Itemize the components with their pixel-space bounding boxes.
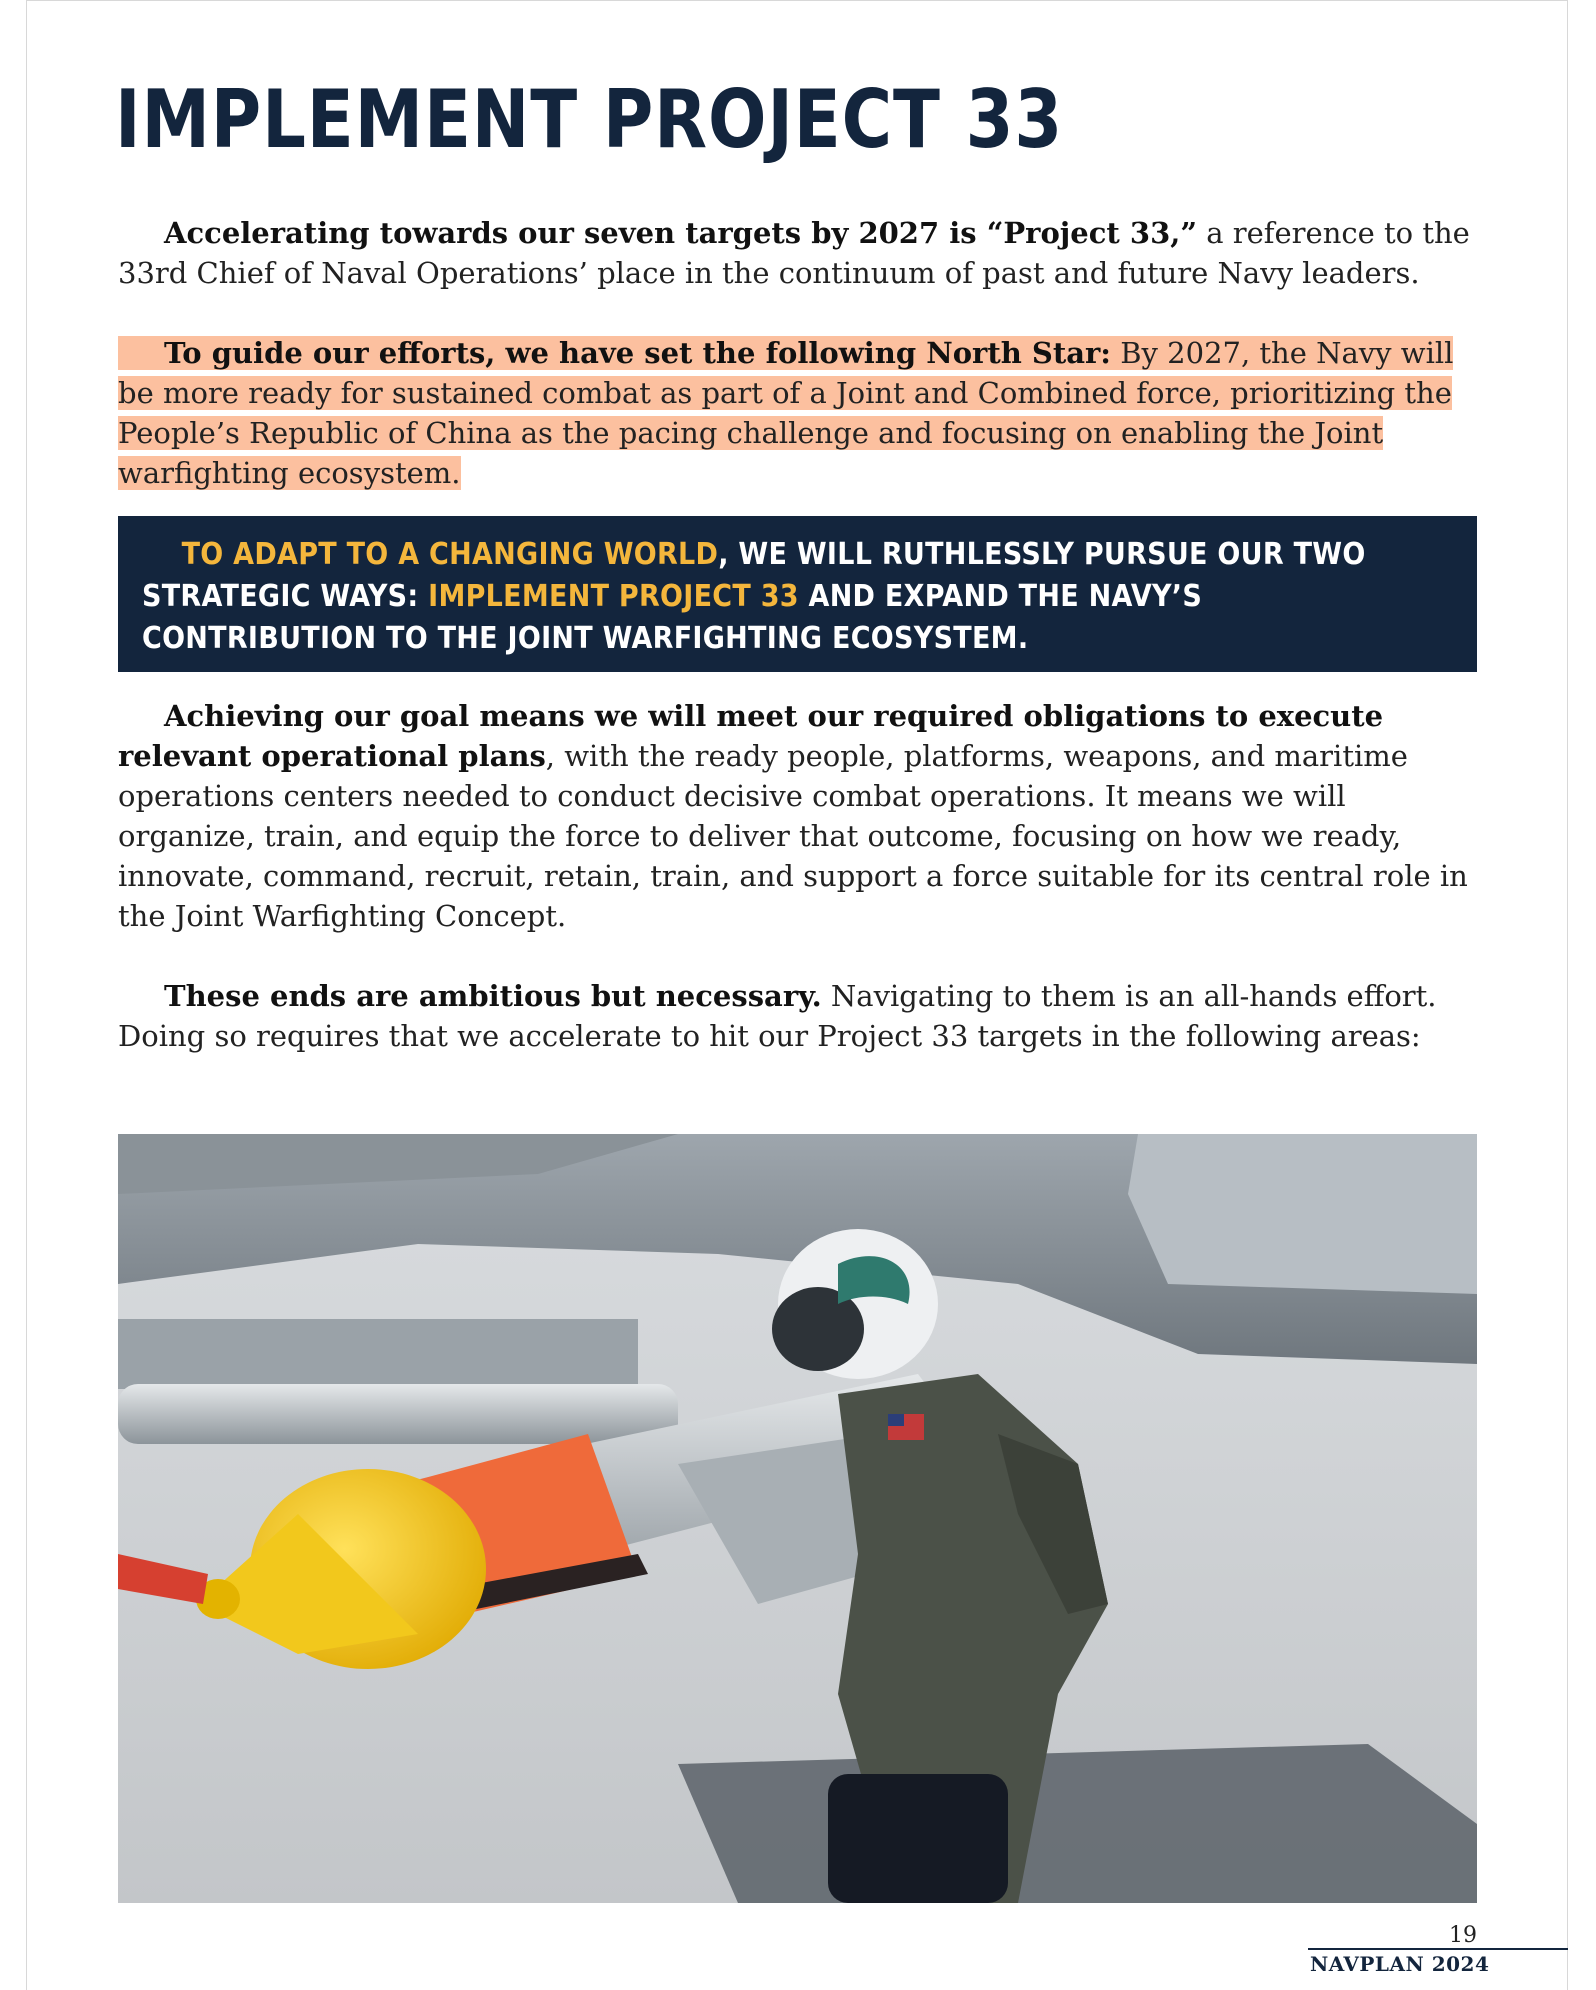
goal-text: , with the ready people, platforms, weapons, and maritime operations centers needed to conduct decisive combat operations. It means we will organize, train, and equip the force to deliver that outcome, focusing on how we ready, innovate, command, recruit, retain, train, and support a force suitable for its central role in the Joint Warfighting Concept. bbox=[118, 739, 1468, 933]
callout-text bbox=[142, 534, 1438, 660]
footer-rule bbox=[1308, 1948, 1568, 1950]
footer-label: NAVPLAN 2024 bbox=[1310, 1952, 1490, 1976]
goal-paragraph bbox=[118, 696, 1478, 936]
ends-text: Navigating to them is an all-hands effort. Doing so requires that we accelerate to hit our Project 33 targets in the following areas: bbox=[118, 979, 1437, 1053]
north-star-highlight bbox=[118, 336, 1453, 490]
ends-bold-lead: These ends are ambitious but necessary. bbox=[164, 979, 822, 1013]
north-star-text: By 2027, the Navy will be more ready for sustained combat as part of a Joint and Combined force, prioritizing the People’s Republic of China as the pacing challenge and focusing on enabling the Joint warfighting ecosystem. bbox=[118, 336, 1454, 490]
callout-text-2: AND EXPAND THE NAVY’S CONTRIBUTION TO THE JOINT WARFIGHTING ECOSYSTEM. bbox=[142, 579, 1203, 656]
goal-bold-lead: Achieving our goal means we will meet our required obligations to execute relevant operational plans bbox=[118, 699, 1384, 773]
pilot-missile-photo bbox=[118, 1134, 1477, 1903]
callout-accent-1: TO ADAPT TO A CHANGING WORLD bbox=[181, 537, 719, 572]
intro-paragraph bbox=[118, 213, 1478, 293]
intro-bold-lead: Accelerating towards our seven targets by 2027 is “Project 33,” bbox=[164, 216, 1198, 250]
callout-text-1: , WE WILL RUTHLESSLY PURSUE OUR TWO STRATEGIC WAYS: bbox=[142, 537, 1366, 614]
page-title: IMPLEMENT PROJECT 33 bbox=[115, 73, 1064, 166]
strategic-ways-callout bbox=[118, 516, 1477, 672]
ends-paragraph bbox=[118, 976, 1478, 1056]
north-star-paragraph bbox=[118, 333, 1478, 493]
page-number: 19 bbox=[1449, 1923, 1477, 1948]
callout-accent-2: IMPLEMENT PROJECT 33 bbox=[428, 579, 799, 614]
intro-text: a reference to the 33rd Chief of Naval Operations’ place in the continuum of past and future Navy leaders. bbox=[118, 216, 1470, 290]
north-star-bold-lead: To guide our efforts, we have set the following North Star: bbox=[164, 336, 1112, 370]
